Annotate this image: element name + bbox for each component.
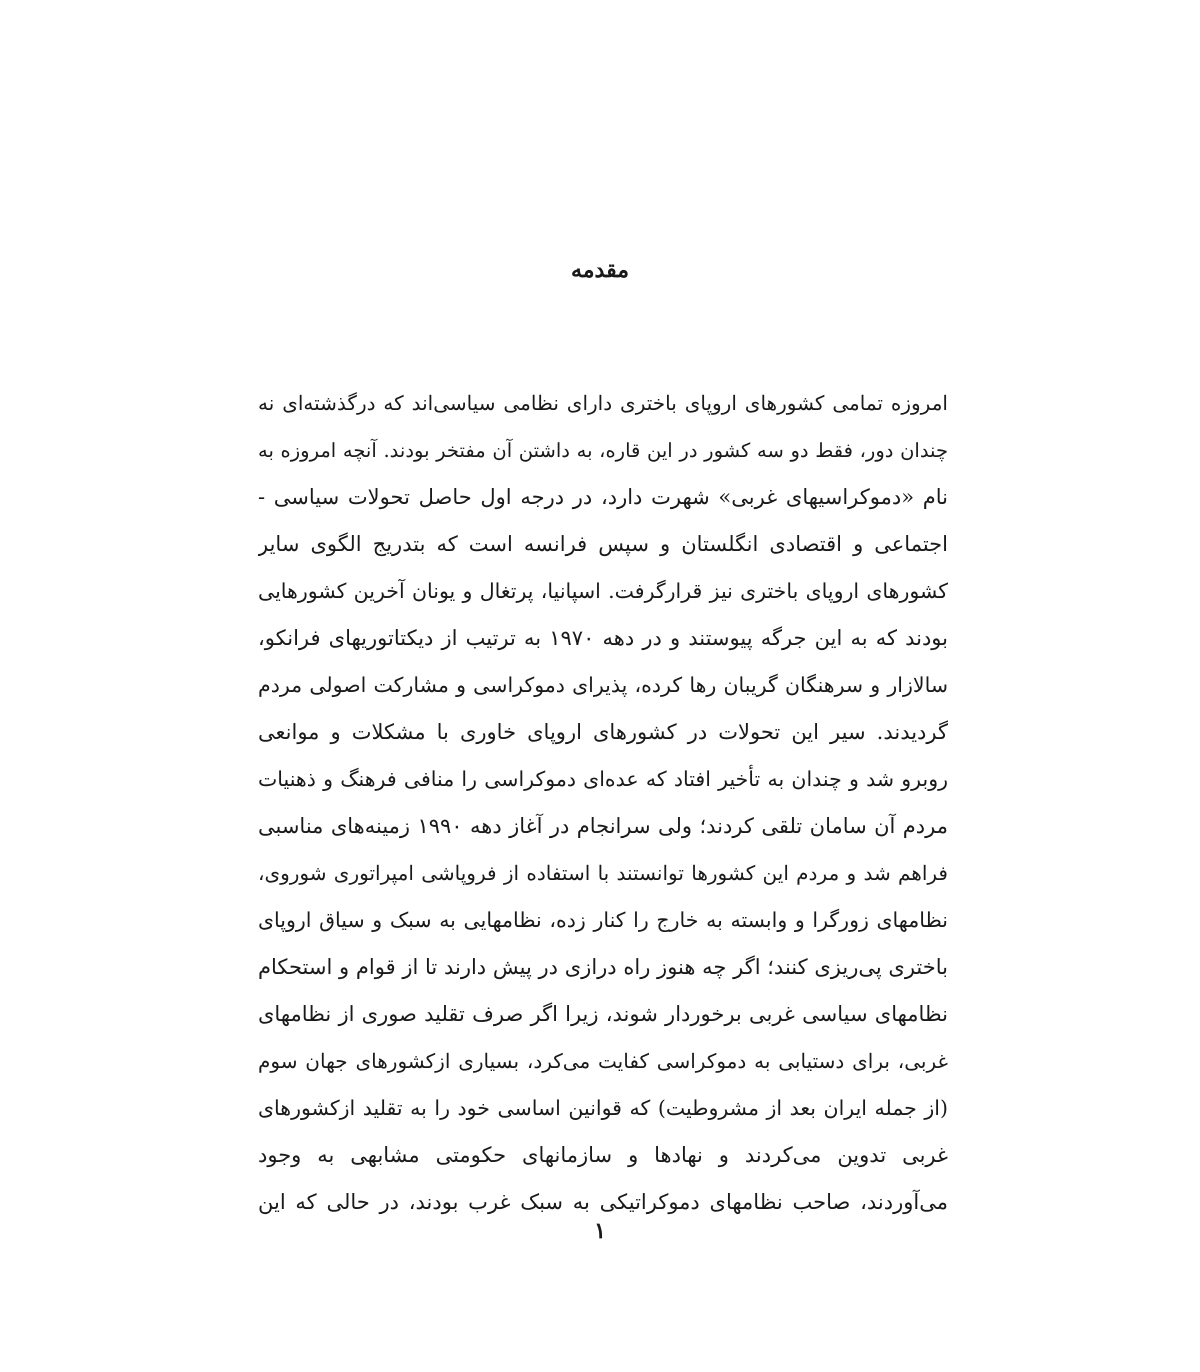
body-text: [258, 380, 948, 1226]
text-line: بودند که به این جرگه پیوستند و در دهه ۱۹۷۰ به ترتیب از دیکتاتوریهای فرانکو،: [258, 626, 948, 650]
text-line: نام «دموکراسیهای غربی» شهرت دارد، در درجه اول حاصل تحولات سیاسی -: [258, 485, 948, 509]
text-line: مردم آن سامان تلقی کردند؛ ولی سرانجام در آغاز دهه ۱۹۹۰ زمینه‌های مناسبی: [258, 814, 948, 838]
text-line: نظامهای زورگرا و وابسته به خارج را کنار زده، نظامهایی به سبک و سیاق اروپای: [258, 908, 948, 932]
text-line: باختری پی‌ریزی کنند؛ اگر چه هنوز راه درازی در پیش دارند تا از قوام و استحکام: [258, 955, 948, 979]
text-line: (از جمله ایران بعد از مشروطیت) که قوانین اساسی خود را به تقلید ازکشورهای: [258, 1096, 948, 1120]
text-line: غربی تدوین می‌کردند و نهادها و سازمانهای حکومتی مشابهی به وجود: [258, 1143, 948, 1167]
text-line: روبرو شد و چندان به تأخیر افتاد که عده‌ای دموکراسی را منافی فرهنگ و ذهنیات: [258, 767, 948, 791]
text-line: چندان دور، فقط دو سه کشور در این قاره، به داشتن آن مفتخر بودند. آنچه امروزه به: [258, 439, 948, 462]
text-line: سالازار و سرهنگان گریبان رها کرده، پذیرای دموکراسی و مشارکت اصولی مردم: [258, 673, 948, 697]
text-line: اجتماعی و اقتصادی انگلستان و سپس فرانسه است که بتدریج الگوی سایر: [258, 532, 948, 556]
text-line: غربی، برای دستیابی به دموکراسی کفایت می‌کرد، بسیاری ازکشورهای جهان سوم: [258, 1049, 948, 1073]
text-line: گردیدند. سیر این تحولات در کشورهای اروپای خاوری با مشکلات و موانعی: [258, 720, 948, 744]
text-line: فراهم شد و مردم این کشورها توانستند با استفاده از فروپاشی امپراتوری شوروی،: [258, 861, 948, 885]
page-number: ۱: [594, 1218, 606, 1244]
text-line: نظامهای سیاسی غربی برخوردار شوند، زیرا اگر صرف تقلید صوری از نظامهای: [258, 1002, 948, 1026]
chapter-title: مقدمه: [570, 257, 630, 283]
text-line: کشورهای اروپای باختری نیز قرارگرفت. اسپانیا، پرتغال و یونان آخرین کشورهایی: [258, 579, 948, 603]
text-line: می‌آوردند، صاحب نظامهای دموکراتیکی به سبک غرب بودند، در حالی که این: [258, 1190, 948, 1214]
text-line: امروزه تمامی کشورهای اروپای باختری دارای نظامی سیاسی‌اند که درگذشته‌ای نه: [258, 391, 948, 415]
